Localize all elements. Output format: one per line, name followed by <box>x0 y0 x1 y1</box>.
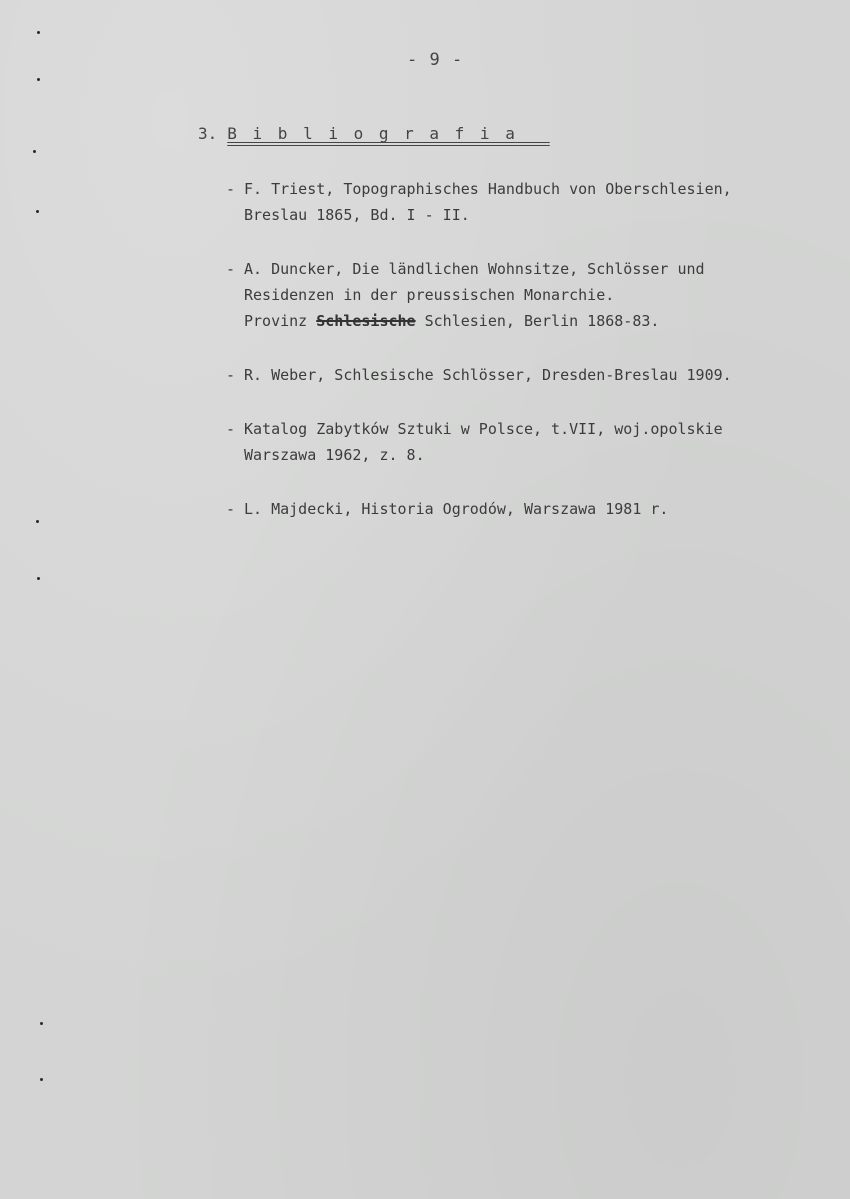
entry-text: Warszawa 1962, z. 8. <box>244 446 425 464</box>
entry-text: Provinz <box>244 312 317 330</box>
entry-text: Schlesien, Berlin 1868-83. <box>415 312 660 330</box>
entry-text: L. Majdecki, Historia Ogrodów, Warszawa 1981 r. <box>244 500 669 518</box>
bibliography-list <box>226 176 826 550</box>
punch-mark <box>40 1078 43 1081</box>
entry-line <box>226 256 826 282</box>
entry-text: R. Weber, Schlesische Schlösser, Dresden-Breslau 1909. <box>244 366 732 384</box>
punch-mark <box>40 1022 43 1025</box>
entry-line <box>226 176 826 202</box>
entry-dash: - <box>226 420 236 438</box>
entry-text: F. Triest, Topographisches Handbuch von Oberschlesien, <box>244 180 732 198</box>
entry-line <box>226 496 826 522</box>
entry-line <box>226 362 826 388</box>
bibliography-entry <box>226 416 826 468</box>
punch-mark <box>37 78 40 81</box>
punch-mark <box>37 577 40 580</box>
entry-text: Residenzen in der preussischen Monarchie. <box>244 286 615 304</box>
bibliography-entry <box>226 496 826 522</box>
page-number: - 9 - <box>407 50 464 70</box>
bibliography-entry <box>226 362 826 388</box>
section-title-trail: ___ <box>517 124 550 143</box>
entry-dash: - <box>226 180 236 198</box>
punch-mark <box>36 210 39 213</box>
entry-dash: - <box>226 260 236 278</box>
punch-mark <box>37 31 40 34</box>
entry-dash: - <box>226 366 236 384</box>
section-heading <box>198 124 550 143</box>
entry-text: Breslau 1865, Bd. I - II. <box>244 206 470 224</box>
punch-mark <box>33 150 36 153</box>
section-number: 3. <box>198 124 218 143</box>
section-title: B i b l i o g r a f i a <box>227 124 518 143</box>
punch-mark <box>36 520 39 523</box>
bibliography-entry <box>226 256 826 334</box>
bibliography-entry <box>226 176 826 228</box>
entry-line <box>226 308 826 334</box>
entry-dash: - <box>226 500 236 518</box>
entry-line <box>226 416 826 442</box>
entry-text: Katalog Zabytków Sztuki w Polsce, t.VII, woj.opolskie <box>244 420 723 438</box>
struck-out-word: Schlesische <box>316 312 416 330</box>
entry-text: A. Duncker, Die ländlichen Wohnsitze, Schlösser und <box>244 260 705 278</box>
